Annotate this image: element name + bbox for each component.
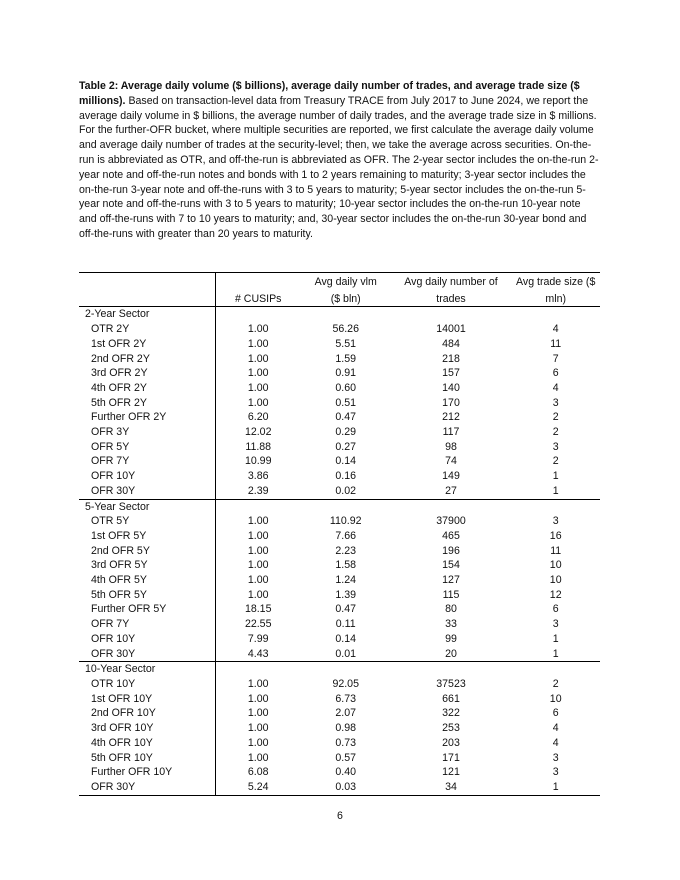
table-row <box>79 602 600 617</box>
caption-body: Based on transaction-level data from Treasury TRACE from July 2017 to June 2024, we report the average daily volume in $ billions, the average number of daily trades, and the average trade size in $ millions. For the further-OFR bucket, where multiple securities are reported, we first calculate the average daily volume and average daily number of trades at the security-level; then, we take the average across securities. On-the-run is abbreviated as OTR, and off-the-run is abbreviated as OFR. The 2-year sector includes the on-the-run 2-year note and off-the-run notes and bonds with 1 to 2 years remaining to maturity; 3-year sector includes the on-the-run 3-year note and off-the-runs with 3 to 5 years to maturity; 5-year sector includes the on-the-run 5-year note and off-the-runs with 3 to 5 years to maturity; 10-year sector includes the on-the-run 10-year note and off-the-runs with 7 to 10 years to maturity; and, 30-year sector includes the on-the-run 30-year bond and off-the-runs with greater than 20 years to maturity. <box>79 94 599 240</box>
table-row <box>79 484 600 499</box>
table-row <box>79 454 600 469</box>
trades-value: 661 <box>442 692 460 705</box>
trade-size-value: 3 <box>552 396 559 409</box>
trade-size-value: 4 <box>552 736 559 749</box>
volume-value: 0.47 <box>335 603 357 616</box>
row-label: Further OFR 2Y <box>79 410 215 425</box>
row-label: 4th OFR 2Y <box>79 381 215 396</box>
trade-size-value: 2 <box>552 677 559 690</box>
table-caption <box>79 79 601 242</box>
trades-value: 157 <box>442 367 460 380</box>
table-row <box>79 425 600 440</box>
sector-empty-cell <box>301 499 391 514</box>
table-row <box>79 544 600 559</box>
cusips-value: 3.86 <box>247 470 269 483</box>
volume-value: 0.14 <box>335 632 357 645</box>
cusips-value: 5.24 <box>215 780 301 795</box>
row-label: 2nd OFR 10Y <box>79 706 215 721</box>
row-label: OFR 10Y <box>79 469 215 484</box>
cusips-value: 1.00 <box>247 352 269 365</box>
sector-empty-cell <box>215 662 301 677</box>
sector-name: 10-Year Sector <box>79 662 215 677</box>
table-row <box>79 780 600 795</box>
table-row <box>79 647 600 662</box>
table-row <box>79 588 600 603</box>
row-label: OFR 30Y <box>79 484 215 499</box>
table-row <box>79 751 600 766</box>
trades-value: 99 <box>445 632 457 645</box>
cusips-value: 18.15 <box>244 603 272 616</box>
trades-value: 171 <box>442 751 460 764</box>
volume-value: 92.05 <box>332 677 359 690</box>
table-row <box>79 440 600 455</box>
trades-value: 37900 <box>436 515 466 528</box>
volume-value: 56.26 <box>332 323 359 336</box>
table-row <box>79 721 600 736</box>
table-row <box>79 514 600 529</box>
cusips-value: 10.99 <box>244 455 272 468</box>
trades-value: 27 <box>391 484 512 499</box>
trade-size-value: 2 <box>552 455 559 468</box>
volume-value: 0.60 <box>335 381 357 394</box>
trades-value: 74 <box>445 455 457 468</box>
header-cusips: # CUSIPs <box>215 290 301 307</box>
table-row <box>79 469 600 484</box>
table-row <box>79 529 600 544</box>
sector-name: 2-Year Sector <box>79 307 215 322</box>
row-label: OFR 30Y <box>79 647 215 662</box>
header-row-2 <box>79 290 600 307</box>
volume-value: 0.57 <box>335 751 357 764</box>
cusips-value: 1.00 <box>247 574 269 587</box>
header-size-line2: mln) <box>511 290 600 307</box>
trade-size-value: 4 <box>552 323 559 336</box>
sector-empty-cell <box>391 499 512 514</box>
volume-value: 0.16 <box>335 470 357 483</box>
row-label: OFR 10Y <box>79 632 215 647</box>
trades-value: 218 <box>442 352 460 365</box>
header-row-1 <box>79 273 600 290</box>
volume-table <box>79 272 600 796</box>
trades-value: 117 <box>442 426 460 439</box>
table-row <box>79 337 600 352</box>
row-label: 1st OFR 5Y <box>79 529 215 544</box>
row-label: OFR 3Y <box>79 425 215 440</box>
trades-value: 33 <box>445 618 457 631</box>
trade-size-value: 10 <box>549 692 562 705</box>
trade-size-value: 12 <box>549 588 562 601</box>
trades-value: 484 <box>442 337 460 350</box>
trades-value: 322 <box>442 707 460 720</box>
table-row <box>79 366 600 381</box>
row-label: 1st OFR 2Y <box>79 337 215 352</box>
cusips-value: 1.00 <box>247 677 269 690</box>
trade-size-value: 4 <box>552 722 559 735</box>
row-label: 2nd OFR 2Y <box>79 352 215 367</box>
header-vlm-line1: Avg daily vlm <box>301 273 391 290</box>
trades-value: 212 <box>442 411 460 424</box>
table-row <box>79 396 600 411</box>
cusips-value: 7.99 <box>247 632 269 645</box>
trade-size-value: 1 <box>552 470 559 483</box>
volume-value: 2.07 <box>335 707 357 720</box>
volume-value: 6.73 <box>335 692 357 705</box>
row-label: OFR 5Y <box>79 440 215 455</box>
cusips-value: 1.00 <box>247 381 269 394</box>
trade-size-value: 11 <box>550 337 562 350</box>
sector-empty-cell <box>511 499 600 514</box>
cusips-value: 1.00 <box>247 722 269 735</box>
row-label: Further OFR 10Y <box>79 765 215 780</box>
row-label: OTR 2Y <box>79 322 215 337</box>
trades-value: 203 <box>442 736 460 749</box>
cusips-value: 11.88 <box>245 440 272 453</box>
trade-size-value: 11 <box>550 544 562 557</box>
sector-empty-cell <box>511 307 600 322</box>
trade-size-value: 2 <box>552 426 559 439</box>
table-row <box>79 573 600 588</box>
volume-value: 0.73 <box>335 736 357 749</box>
table-row <box>79 706 600 721</box>
volume-value: 2.23 <box>335 544 357 557</box>
trade-size-value: 1 <box>511 647 600 662</box>
trades-value: 34 <box>391 780 512 795</box>
sector-header-row <box>79 499 600 514</box>
sector-empty-cell <box>215 307 301 322</box>
volume-value: 1.39 <box>335 588 357 601</box>
row-label: OFR 7Y <box>79 617 215 632</box>
trade-size-value: 1 <box>552 632 559 645</box>
volume-value: 0.91 <box>335 367 357 380</box>
row-label: OTR 10Y <box>79 677 215 692</box>
cusips-value: 1.00 <box>247 396 269 409</box>
trades-value: 121 <box>442 766 460 779</box>
volume-value: 0.27 <box>335 440 357 453</box>
cusips-value: 1.00 <box>247 707 269 720</box>
trade-size-value: 6 <box>552 707 559 720</box>
trade-size-value: 3 <box>552 751 559 764</box>
table-row <box>79 381 600 396</box>
trade-size-value: 7 <box>552 352 559 365</box>
trades-value: 115 <box>442 588 460 601</box>
sector-header-row <box>79 307 600 322</box>
trade-size-value: 3 <box>552 618 559 631</box>
trade-size-value: 10 <box>549 559 562 572</box>
volume-value: 0.03 <box>301 780 391 795</box>
volume-value: 0.98 <box>335 722 357 735</box>
cusips-value: 1.00 <box>247 515 269 528</box>
cusips-value: 6.20 <box>247 411 269 424</box>
cusips-value: 1.00 <box>247 559 269 572</box>
volume-value: 0.29 <box>335 426 357 439</box>
cusips-value: 1.00 <box>247 337 269 350</box>
row-label: OFR 30Y <box>79 780 215 795</box>
volume-value: 7.66 <box>335 529 357 542</box>
row-label: 3rd OFR 5Y <box>79 558 215 573</box>
table-row <box>79 352 600 367</box>
page-number: 6 <box>337 810 343 822</box>
trades-value: 37523 <box>436 677 466 690</box>
table-row <box>79 558 600 573</box>
trades-value: 149 <box>442 470 460 483</box>
volume-value: 0.11 <box>335 618 356 631</box>
volume-value: 110.92 <box>329 515 362 528</box>
row-label: 4th OFR 10Y <box>79 736 215 751</box>
sector-empty-cell <box>511 662 600 677</box>
trades-value: 127 <box>442 574 460 587</box>
cusips-value: 1.00 <box>247 751 269 764</box>
table-row <box>79 617 600 632</box>
table-row <box>79 410 600 425</box>
cusips-value: 1.00 <box>247 588 269 601</box>
row-label: OFR 7Y <box>79 454 215 469</box>
cusips-value: 2.39 <box>215 484 301 499</box>
trades-value: 98 <box>445 440 457 453</box>
table-row <box>79 677 600 692</box>
trade-size-value: 16 <box>549 529 562 542</box>
volume-value: 0.51 <box>335 396 357 409</box>
cusips-value: 1.00 <box>247 736 269 749</box>
sector-header-row <box>79 662 600 677</box>
table-row <box>79 322 600 337</box>
cusips-value: 1.00 <box>247 323 269 336</box>
sector-empty-cell <box>301 307 391 322</box>
sector-empty-cell <box>215 499 301 514</box>
trade-size-value: 6 <box>552 367 559 380</box>
row-label: 3rd OFR 10Y <box>79 721 215 736</box>
caption-title: Table 2: Average daily volume ($ billions), average daily number of trades, and average trade size ($ millions). <box>79 80 580 107</box>
trades-value: 170 <box>442 396 460 409</box>
cusips-value: 22.55 <box>244 618 272 631</box>
row-label: 3rd OFR 2Y <box>79 366 215 381</box>
trades-value: 253 <box>442 722 460 735</box>
sector-name: 5-Year Sector <box>79 499 215 514</box>
trade-size-value: 1 <box>511 484 600 499</box>
table-row <box>79 632 600 647</box>
row-label: Further OFR 5Y <box>79 602 215 617</box>
trade-size-value: 1 <box>511 780 600 795</box>
trade-size-value: 2 <box>552 411 559 424</box>
cusips-value: 1.00 <box>247 367 269 380</box>
cusips-value: 6.08 <box>247 766 269 779</box>
trade-size-value: 10 <box>549 574 562 587</box>
header-trades-line1: Avg daily number of <box>391 273 512 290</box>
cusips-value: 1.00 <box>247 529 269 542</box>
cusips-value: 1.00 <box>247 692 269 705</box>
sector-empty-cell <box>391 307 512 322</box>
row-label: 5th OFR 5Y <box>79 588 215 603</box>
row-label: 5th OFR 10Y <box>79 751 215 766</box>
table-row <box>79 765 600 780</box>
trades-value: 140 <box>442 381 460 394</box>
trades-value: 14001 <box>436 323 466 336</box>
trade-size-value: 3 <box>552 440 559 453</box>
header-label-cell <box>79 273 215 290</box>
trades-value: 80 <box>445 603 457 616</box>
cusips-value: 12.02 <box>244 426 272 439</box>
trades-value: 20 <box>391 647 512 662</box>
volume-value: 0.02 <box>301 484 391 499</box>
volume-value: 0.14 <box>335 455 357 468</box>
sector-empty-cell <box>301 662 391 677</box>
header-size-line1: Avg trade size ($ <box>511 273 600 290</box>
header-vlm-line2: ($ bln) <box>301 290 391 307</box>
table-row <box>79 736 600 751</box>
trades-value: 465 <box>442 529 460 542</box>
volume-value: 0.40 <box>335 766 357 779</box>
sector-empty-cell <box>391 662 512 677</box>
volume-value: 1.59 <box>335 352 357 365</box>
row-label: 1st OFR 10Y <box>79 692 215 707</box>
row-label: OTR 5Y <box>79 514 215 529</box>
volume-value: 0.47 <box>335 411 357 424</box>
trades-value: 154 <box>442 559 460 572</box>
volume-value: 1.58 <box>335 559 357 572</box>
header-label-cell-2 <box>79 290 215 307</box>
volume-value: 5.51 <box>335 337 357 350</box>
trade-size-value: 6 <box>552 603 559 616</box>
row-label: 5th OFR 2Y <box>79 396 215 411</box>
row-label: 4th OFR 5Y <box>79 573 215 588</box>
trade-size-value: 3 <box>552 766 559 779</box>
row-label: 2nd OFR 5Y <box>79 544 215 559</box>
trades-value: 196 <box>442 544 460 557</box>
trade-size-value: 4 <box>552 381 559 394</box>
cusips-value: 1.00 <box>247 544 269 557</box>
header-cusips-spacer <box>215 273 301 290</box>
header-trades-line2: trades <box>391 290 512 307</box>
volume-value: 0.01 <box>301 647 391 662</box>
table-row <box>79 692 600 707</box>
volume-value: 1.24 <box>335 574 357 587</box>
table-body <box>79 307 600 795</box>
cusips-value: 4.43 <box>215 647 301 662</box>
trade-size-value: 3 <box>552 515 559 528</box>
